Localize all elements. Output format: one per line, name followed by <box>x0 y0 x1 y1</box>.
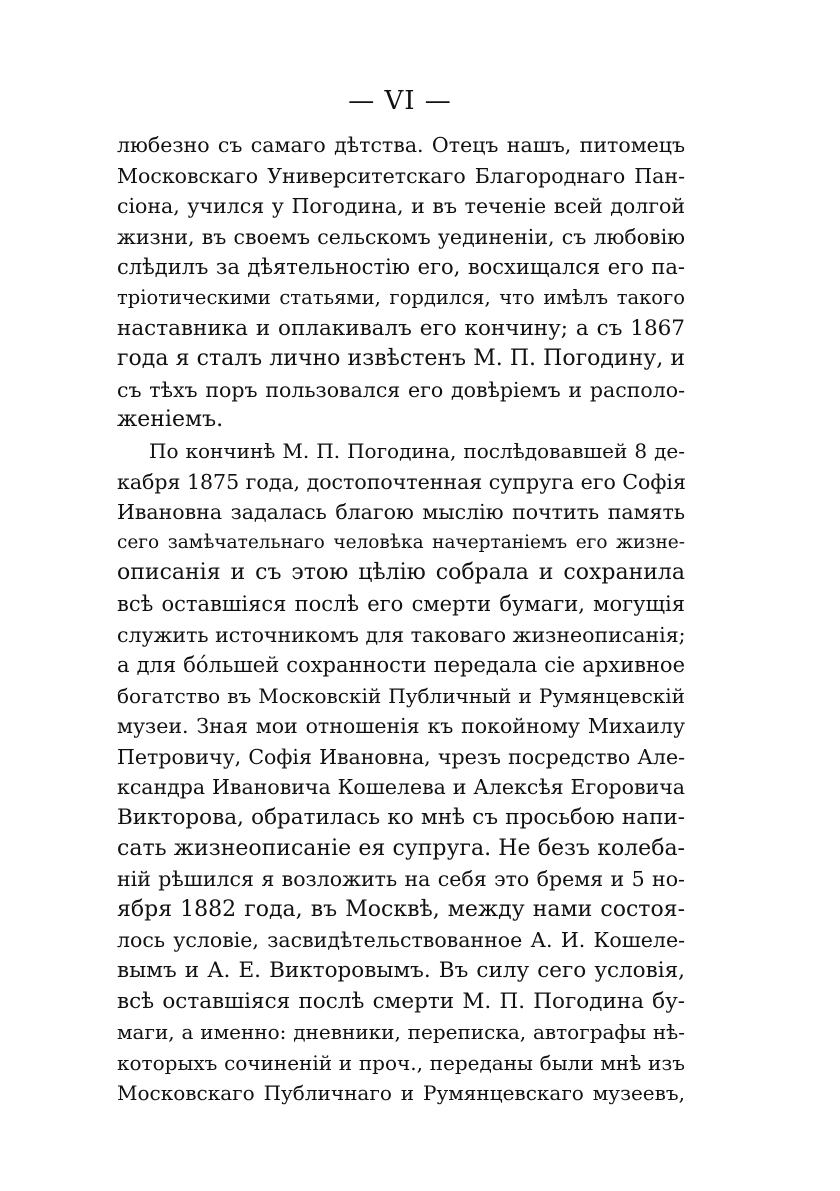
text-line: кабря 1875 года, достопочтенная супруга его Софія <box>117 469 686 494</box>
text-line: женіемъ. <box>117 407 224 433</box>
text-line: Петровичу, Софія Ивановна, чрезъ посредство Але- <box>117 744 685 769</box>
text-line: ября 1882 года, въ Москвѣ, между нами состоя- <box>117 896 685 922</box>
body-text <box>117 130 685 1109</box>
text-line: которыхъ сочиненій и проч., переданы были мнѣ изъ <box>117 1050 685 1075</box>
text-line: жизни, въ своемъ сельскомъ уединеніи, съ любовію <box>117 224 685 249</box>
text-line: Московскаго Публичнаго и Румянцевскаго музеевъ, <box>117 1081 685 1106</box>
text-line: съ тѣхъ поръ пользовался его довѣріемъ и располо- <box>117 377 685 402</box>
text-line: сать жизнеописаніе ея супруга. Не безъ колеба- <box>117 835 685 861</box>
text-line: Викторова, обратилась ко мнѣ съ просьбою напи- <box>117 805 685 831</box>
text-line: а для бóльшей сохранности передала сіе архивное <box>117 653 685 678</box>
text-line: служить источникомъ для таковаго жизнеописанія; <box>117 622 686 647</box>
text-line: года я сталъ лично извѣстенъ М. П. Погодину, и <box>117 346 685 372</box>
text-line: тріотическими статьями, гордился, что имѣлъ такого <box>117 285 685 309</box>
page-number: — VI — <box>348 86 452 116</box>
text-line: ксандра Ивановича Кошелева и Алексѣя Егоровича <box>117 775 685 800</box>
text-line: любезно съ самаго дѣтства. Отецъ нашъ, питомецъ <box>117 133 685 157</box>
text-line: сіона, учился у Погодина, и въ теченіе всей долгой <box>117 194 685 219</box>
text-line: Московскаго Университетскаго Благороднаго Пан- <box>117 163 685 188</box>
text-line: сего замѣчательнаго человѣка начертаніемъ его жизне- <box>117 531 685 553</box>
text-line: По кончинѣ М. П. Погодина, послѣдовавшей 8 де- <box>149 438 685 463</box>
text-line: всѣ оставшіяся послѣ его смерти бумаги, могущія <box>117 591 685 616</box>
text-line: ній рѣшился я возложить на себя это бремя и 5 но- <box>117 867 685 892</box>
text-line: лось условіе, засвидѣтельствованное А. И. Кошеле- <box>117 928 685 953</box>
text-line: всѣ оставшіяся послѣ смерти М. П. Погодина бу- <box>117 988 685 1014</box>
text-line: Ивановна задалась благою мыслію почтить память <box>117 500 685 525</box>
text-line: маги, а именно: дневники, переписка, автографы нѣ- <box>117 1020 685 1045</box>
text-line: богатство въ Московскій Публичный и Румянцевскій <box>117 683 685 708</box>
text-line: слѣдилъ за дѣятельностію его, восхищался его па- <box>117 255 685 280</box>
text-line: описанія и съ этою цѣлію собрала и сохранила <box>117 560 685 586</box>
text-line: вымъ и А. Е. Викторовымъ. Въ силу сего условія, <box>117 958 685 984</box>
text-line: наставника и оплакивалъ его кончину; а съ 1867 <box>117 315 685 341</box>
text-line: музеи. Зная мои отношенія къ покойному Михаилу <box>117 714 685 739</box>
